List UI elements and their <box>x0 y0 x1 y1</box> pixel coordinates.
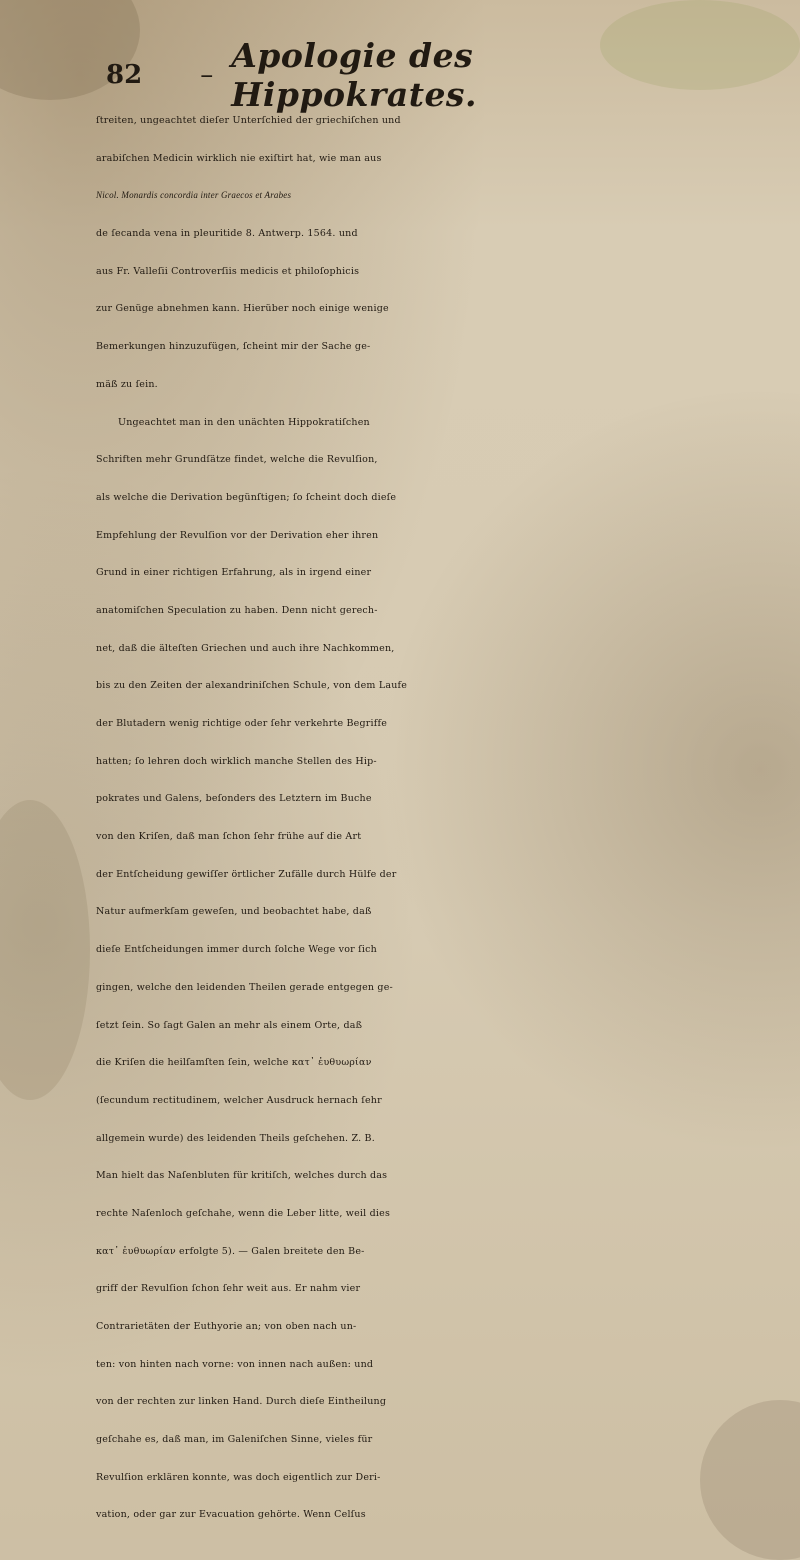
text-line: Schriften mehr Grundſätze findet, welche die Revulſion, <box>96 454 378 466</box>
text-line: hatten; ſo lehren doch wirklich manche Stellen des Hip- <box>96 755 377 767</box>
text-line: Bemerkungen hinzuzufügen, ſcheint mir der Sache ge- <box>96 341 371 353</box>
text-line: rechte Naſenloch geſchahe, wenn die Leber litte, weil dies <box>96 1207 391 1219</box>
text-line: κατ᾽ ἐυθυωρίαν erfolgte 5). — Galen breitete den Be- <box>96 1245 365 1257</box>
text-line: aus Fr. Valleſii Controverſiis medicis et philoſophicis <box>96 265 360 277</box>
page-stain <box>0 800 90 1100</box>
text-line: die Kriſen die heilſamſten ſein, welche κατ᾽ ἐυθυωρίαν <box>96 1057 372 1069</box>
text-line: allgemein wurde) des leidenden Theils geſchehen. Z. B. <box>96 1132 375 1144</box>
text-line: von der rechten zur linken Hand. Durch dieſe Eintheilung <box>96 1396 387 1408</box>
text-line: ſetzt ſein. So ſagt Galen an mehr als einem Orte, daß <box>96 1019 363 1031</box>
text-line: Grund in einer richtigen Erfahrung, als in irgend einer <box>96 567 372 579</box>
text-line: mäß zu ſein. <box>96 378 158 390</box>
paragraph-start-line: Ungeachtet man in den unächten Hippokratiſchen <box>118 416 370 428</box>
body-text <box>96 102 796 1534</box>
text-line: gingen, welche den leidenden Theilen gerade entgegen ge- <box>96 981 393 993</box>
text-line: anatomiſchen Speculation zu haben. Denn nicht gerech- <box>96 604 378 616</box>
text-line: geſchahe es, daß man, im Galeniſchen Sinne, vieles für <box>96 1434 373 1446</box>
text-line: Nicol. Monardis concordia inter Graecos et Arabes <box>96 190 292 201</box>
text-line: Revulſion erklären konnte, was doch eigentlich zur Deri- <box>96 1471 381 1483</box>
text-line: ten: von hinten nach vorne: von innen nach außen: und <box>96 1358 374 1370</box>
text-line: griff der Revulſion ſchon ſehr weit aus. Er nahm vier <box>96 1283 361 1295</box>
text-line: Man hielt das Naſenbluten für kritiſch, welches durch das <box>96 1170 388 1182</box>
text-line: arabiſchen Medicin wirklich nie exiſtirt hat, wie man aus <box>96 152 382 164</box>
text-line: (ſecundum rectitudinem, welcher Ausdruck hernach ſehr <box>96 1094 382 1106</box>
text-line: der Entſcheidung gewiſſer örtlicher Zufälle durch Hülfe der <box>96 868 397 880</box>
text-line: von den Kriſen, daß man ſchon ſehr frühe auf die Art <box>96 831 362 843</box>
text-line: Contrarietäten der Euthyorie an; von oben nach un- <box>96 1321 357 1332</box>
text-line: der Blutadern wenig richtige oder ſehr verkehrte Begriffe <box>96 718 388 729</box>
text-line: ſtreiten, ungeachtet dieſer Unterſchied der griechiſchen und <box>96 115 401 126</box>
text-line: vation, oder gar zur Evacuation gehörte. Wenn Celſus <box>96 1509 366 1521</box>
header-separator: – <box>200 60 214 90</box>
page-header <box>82 36 722 114</box>
text-line: pokrates und Galens, beſonders des Letztern im Buche <box>96 793 372 805</box>
text-line: net, daß die älteſten Griechen und auch ihre Nachkommen, <box>96 642 395 654</box>
text-line: de ſecanda vena in pleuritide 8. Antwerp. 1564. und <box>96 228 358 240</box>
text-line: Natur aufmerkſam geweſen, und beobachtet habe, daß <box>96 906 372 918</box>
running-title: Apologie des Hippokrates. <box>231 36 478 114</box>
page-number: 82 <box>106 60 143 90</box>
text-line: zur Genüge abnehmen kann. Hierüber noch einige wenige <box>96 303 389 315</box>
text-line: Empfehlung der Revulſion vor der Derivation eher ihren <box>96 529 379 541</box>
text-line: dieſe Entſcheidungen immer durch ſolche Wege vor ſich <box>96 944 377 956</box>
text-line: als welche die Derivation begünſtigen; ſo ſcheint doch dieſe <box>96 491 397 503</box>
text-line: bis zu den Zeiten der alexandriniſchen Schule, von dem Laufe <box>96 680 408 692</box>
